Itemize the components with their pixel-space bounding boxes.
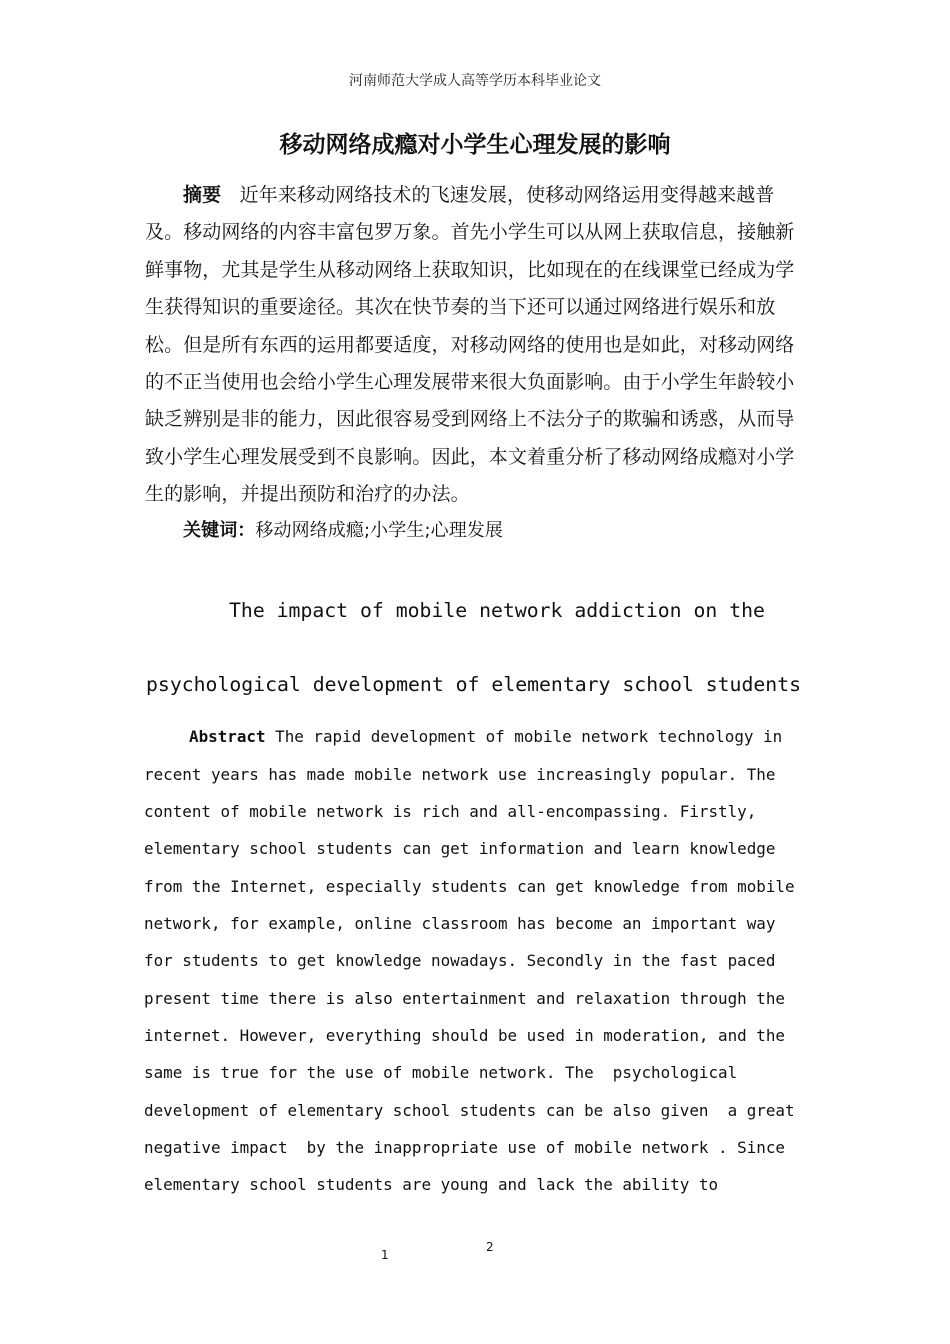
running-header: 河南师范大学成人高等学历本科毕业论文 xyxy=(349,73,601,89)
english-title-line-1: The impact of mobile network addiction on the xyxy=(229,599,765,622)
abstract-en-label: Abstract xyxy=(189,727,266,746)
abstract-cn-line: 生的影响，并提出预防和治疗的办法。 xyxy=(145,483,470,505)
abstract-en-line: content of mobile network is rich and all-encompassing. Firstly, xyxy=(144,802,757,821)
abstract-en-line: network, for example, online classroom has become an important way xyxy=(144,914,776,933)
abstract-cn-first-line xyxy=(183,180,843,207)
abstract-cn-line: 的不正当使用也会给小学生心理发展带来很大负面影响。由于小学生年龄较小 xyxy=(145,371,795,393)
abstract-en-line: internet. However, everything should be used in moderation, and the xyxy=(144,1026,785,1045)
abstract-en-line: The rapid development of mobile network technology in xyxy=(275,727,783,746)
abstract-cn-line: 松。但是所有东西的运用都要适度，对移动网络的使用也是如此，对移动网络 xyxy=(145,334,795,356)
keywords xyxy=(183,516,843,542)
abstract-en-line: from the Internet, especially students can get knowledge from mobile xyxy=(144,877,795,896)
abstract-en-line: present time there is also entertainment and relaxation through the xyxy=(144,989,785,1008)
abstract-cn-line: 近年来移动网络技术的飞速发展，使移动网络运用变得越来越普 xyxy=(239,184,775,206)
abstract-cn-line: 致小学生心理发展受到不良影响。因此，本文着重分析了移动网络成瘾对小学 xyxy=(145,446,795,468)
abstract-en-line: for students to get knowledge nowadays. Secondly in the fast paced xyxy=(144,951,776,970)
abstract-cn-line: 缺乏辨别是非的能力，因此很容易受到网络上不法分子的欺骗和诱惑，从而导 xyxy=(145,408,795,430)
abstract-cn-line: 鲜事物，尤其是学生从移动网络上获取知识，比如现在的在线课堂已经成为学 xyxy=(145,259,795,281)
abstract-en-line: elementary school students can get information and learn knowledge xyxy=(144,839,776,858)
english-title-line-2: psychological development of elementary school students xyxy=(146,673,802,696)
keywords-value: 移动网络成瘾;小学生;心理发展 xyxy=(255,520,504,541)
abstract-en-line: same is true for the use of mobile network. The psychological xyxy=(144,1063,738,1082)
abstract-cn-line: 生获得知识的重要途径。其次在快节奏的当下还可以通过网络进行娱乐和放 xyxy=(145,296,776,318)
abstract-en-line: negative impact by the inappropriate use of mobile network . Since xyxy=(144,1138,785,1157)
abstract-en-line: recent years has made mobile network use increasingly popular. The xyxy=(144,765,776,784)
abstract-cn-line: 及。移动网络的内容丰富包罗万象。首先小学生可以从网上获取信息，接触新 xyxy=(145,221,795,243)
page-number: 1 xyxy=(381,1248,389,1262)
abstract-cn-label: 摘要 xyxy=(183,184,222,206)
keywords-label: 关键词： xyxy=(183,520,256,541)
abstract-en-line: elementary school students are young and lack the ability to xyxy=(144,1175,719,1194)
page-title: 移动网络成瘾对小学生心理发展的影响 xyxy=(279,132,671,158)
page-number: 2 xyxy=(486,1240,494,1254)
abstract-en-line: development of elementary school students can be also given a great xyxy=(144,1101,795,1120)
abstract-en-first-line xyxy=(189,727,782,746)
